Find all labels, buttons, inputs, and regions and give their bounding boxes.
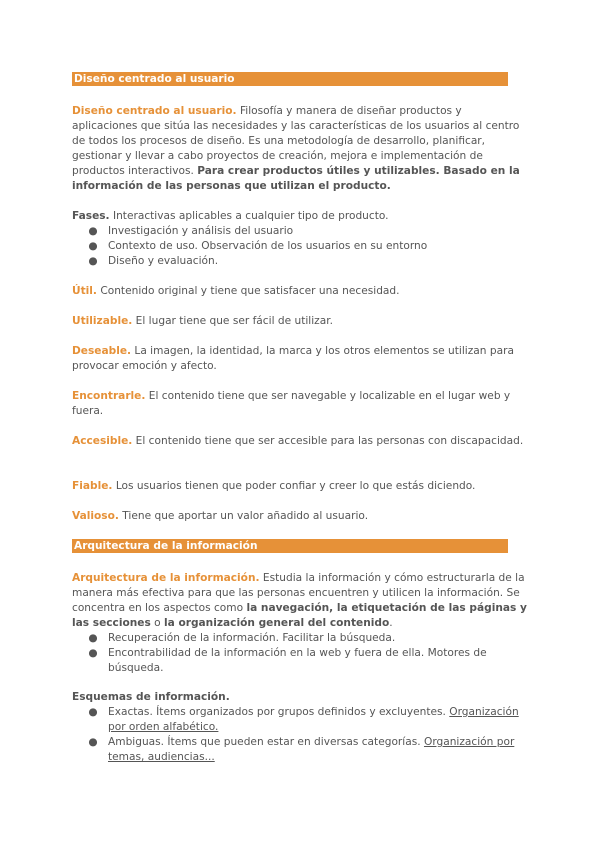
definition-accesible: Accesible. El contenido tiene que ser accesible para las personas con discapacidad. <box>72 435 524 447</box>
organizacion-link[interactable]: Organización por orden alfabético. <box>108 706 519 733</box>
bullet-icon: ● <box>88 240 98 252</box>
definition-fiable: Fiable. Los usuarios tienen que poder confiar y creer lo que estás diciendo. <box>72 480 476 492</box>
definition-encontrarle: Encontrarle. El contenido tiene que ser navegable y localizable en el lugar web y fuera. <box>72 390 511 417</box>
list-item: ● Diseño y evaluación. <box>88 255 219 267</box>
arquitectura-list <box>72 631 528 676</box>
fases-label: Fases. <box>72 210 110 222</box>
intro-text: Filosofía y manera de diseñar productos y aplicaciones que sitúa las necesidades y las características de los usuarios al centro de todos los procesos de diseño. Es una metodología de desarrollo, planificar, gestionar y llevar a cabo proyectos de creación, mejora e implementación de productos interactivos. <box>72 105 520 177</box>
intro-paragraph <box>72 104 528 194</box>
fases-text: Interactivas aplicables a cualquier tipo de producto. <box>109 210 389 222</box>
fases-block <box>72 209 528 269</box>
list-item: ● Encontrabilidad de la información en la web y fuera de ella. Motores de búsqueda. <box>88 647 487 674</box>
bullet-icon: ● <box>88 632 98 644</box>
section-heading-arquitectura: Arquitectura de la información <box>72 539 508 553</box>
bullet-icon: ● <box>88 706 98 718</box>
definition-valioso: Valioso. Tiene que aportar un valor añadido al usuario. <box>72 510 369 522</box>
definition-util: Útil. Contenido original y tiene que satisfacer una necesidad. <box>72 285 400 297</box>
section-heading-diseno: Diseño centrado al usuario <box>72 72 508 86</box>
intro-term: Diseño centrado al usuario. <box>72 105 237 117</box>
esquemas-list <box>72 705 528 765</box>
fases-list <box>72 224 528 269</box>
bullet-icon: ● <box>88 736 98 748</box>
list-item: ● Contexto de uso. Observación de los usuarios en su entorno <box>88 240 428 252</box>
definition-deseable: Deseable. La imagen, la identidad, la marca y los otros elementos se utilizan para provocar emoción y afecto. <box>72 345 514 372</box>
esquemas-block <box>72 690 528 765</box>
definition-utilizable: Utilizable. El lugar tiene que ser fácil de utilizar. <box>72 315 333 327</box>
list-item: ● Exactas. Ítems organizados por grupos definidos y excluyentes. Organización por orden alfabético. <box>88 706 519 733</box>
bullet-icon: ● <box>88 647 98 659</box>
list-item: ● Investigación y análisis del usuario <box>88 225 294 237</box>
bullet-icon: ● <box>88 255 98 267</box>
bullet-icon: ● <box>88 225 98 237</box>
intro-bold: Para crear productos útiles y utilizables. Basado en la información de las personas que utilizan el producto. <box>72 165 520 192</box>
list-item: ● Ambiguas. Ítems que pueden estar en diversas categorías. Organización por temas, audiencias... <box>88 736 515 763</box>
esquemas-label: Esquemas de información. <box>72 691 230 703</box>
organizacion-link[interactable]: Organización por temas, audiencias... <box>108 736 515 763</box>
arquitectura-paragraph: Arquitectura de la información. Estudia la información y cómo estructurarla de la manera más efectiva para que las personas encuentren y utilicen la información. Se concentra en los aspectos como la navegación, la etiquetación de las páginas y las secciones o la organización general del contenido. <box>72 572 527 629</box>
list-item: ● Recuperación de la información. Facilitar la búsqueda. <box>88 632 396 644</box>
